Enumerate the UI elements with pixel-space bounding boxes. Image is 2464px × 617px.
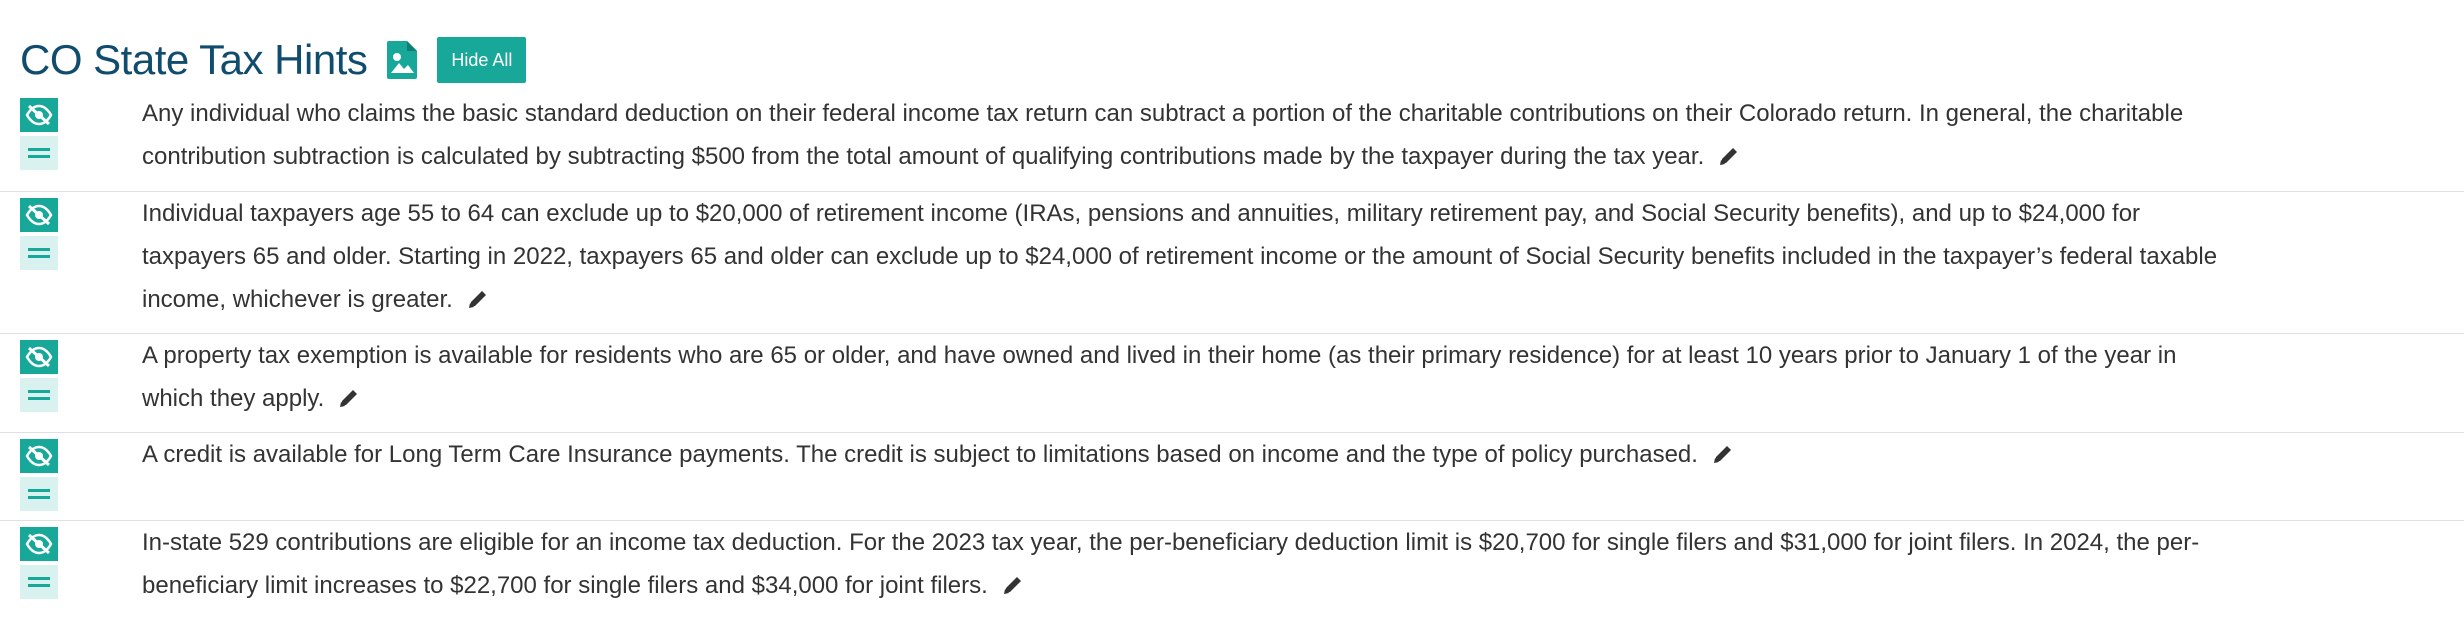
hint-controls [20,340,58,412]
hint-row [0,192,2464,334]
hint-text: Any individual who claims the basic standard deduction on their federal income tax return can subtract a portion of the charitable contributions on their Colorado return. In general, the charitable contribution subtraction is calculated by subtracting $500 from the total amount of qualifying contributions made by the taxpayer during the tax year. [142,100,2184,170]
eye-slash-icon [25,204,53,226]
hide-hint-button[interactable] [20,198,58,232]
hint-text: Individual taxpayers age 55 to 64 can exclude up to $20,000 of retirement income (IRAs, pensions and annuities, military retirement pay, and Social Security benefits), and up to $24,000 for taxpayers 65 and older. Starting in 2022, taxpayers 65 and older can exclude up to $24,000 of retirement income or the amount of Social Security benefits included in the taxpayer’s federal taxable income, whichever is greater. [142,200,2218,313]
drag-handle[interactable] [20,565,58,599]
hint-text: A credit is available for Long Term Care Insurance payments. The credit is subject to limitations based on income and the type of policy purchased. [142,433,2232,476]
drag-handle[interactable] [20,477,58,511]
hide-hint-button[interactable] [20,98,58,132]
hint-controls [20,198,58,270]
hint-row [0,433,2464,521]
hide-hint-button[interactable] [20,439,58,473]
drag-lines-icon [28,488,50,500]
drag-handle[interactable] [20,378,58,412]
eye-slash-icon [25,104,53,126]
pencil-icon[interactable] [338,380,360,402]
hint-row [0,92,2464,192]
hint-text: In-state 529 contributions are eligible for an income tax deduction. For the 2023 tax year, the per-beneficiary deduction limit is $20,700 for single filers and $31,000 for joint filers. In 2024, the per-beneficiary limit increases to $22,700 for single filers and $34,000 for joint filers. [142,529,2200,599]
eye-slash-icon [25,346,53,368]
eye-slash-icon [25,445,53,467]
pencil-icon[interactable] [1712,436,1734,458]
drag-handle[interactable] [20,136,58,170]
eye-slash-icon [25,533,53,555]
hide-hint-button[interactable] [20,527,58,561]
hide-all-button[interactable]: Hide All [437,37,526,83]
page-title: CO State Tax Hints [20,36,368,83]
hint-row [0,334,2464,433]
drag-lines-icon [28,147,50,159]
hint-controls [20,98,58,170]
hint-row [0,521,2464,617]
pencil-icon[interactable] [467,281,489,303]
drag-lines-icon [28,389,50,401]
drag-handle[interactable] [20,236,58,270]
page-header [20,30,526,90]
hint-controls [20,439,58,511]
drag-lines-icon [28,247,50,259]
hints-list [0,92,2464,617]
hide-hint-button[interactable] [20,340,58,374]
hint-controls [20,527,58,599]
pencil-icon[interactable] [1718,138,1740,160]
drag-lines-icon [28,576,50,588]
document-image-icon[interactable] [387,41,417,79]
pencil-icon[interactable] [1002,567,1024,589]
hint-text: A property tax exemption is available for residents who are 65 or older, and have owned and lived in their home (as their primary residence) for at least 10 years prior to January 1 of the year in which they apply. [142,342,2177,412]
